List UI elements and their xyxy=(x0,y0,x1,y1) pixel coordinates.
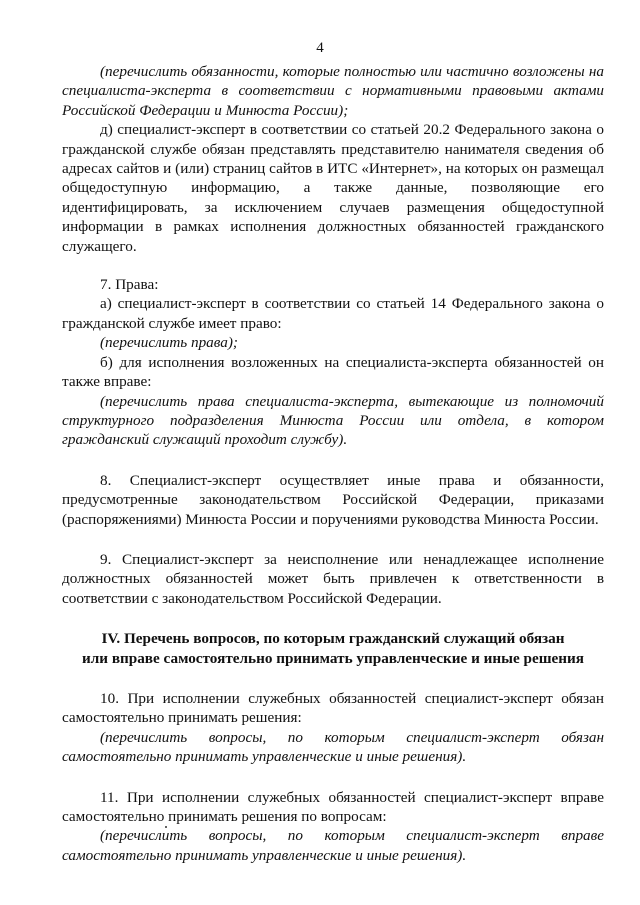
paragraph-a-rights: а) специалист-эксперт в соответствии со статьей 14 Федерального закона о гражданской службе имеет право: xyxy=(62,295,604,332)
rights-heading: 7. Права: xyxy=(100,276,159,294)
paragraph-10-decisions: 10. При исполнении служебных обязанностей специалист-эксперт обязан самостоятельно принимать решения: xyxy=(62,689,604,727)
rights-placeholder: (перечислить права); xyxy=(100,334,238,352)
section-title-line-2: или вправе самостоятельно принимать управленческие и иные решения xyxy=(82,649,584,667)
paragraph-d-website-info: д) специалист-эксперт в соответствии со статьей 20.2 Федерального закона о гражданской службе обязан представлять представителю нанимателя сведения об адресах сайтов и (или) страниц сайтов в ИТС «Интернет», на которых он размещал общедоступную информацию, а также данные, позволяющие его идентифицировать, за исключением случаев размещения общедоступной информации в рамках исполнения должностных обязанностей гражданского служащего. xyxy=(62,121,604,255)
paragraph-b-rights: б) для исполнения возложенных на специалиста-эксперта обязанностей он также вправе: xyxy=(62,353,604,391)
page-number: 4 xyxy=(316,40,324,56)
paragraph-8-other-rights: 8. Специалист-эксперт осуществляет иные права и обязанности, предусмотренные законодательством Российской Федерации, приказами (распоряжениями) Минюста России и поручениями руководства Минюста России. xyxy=(62,471,604,528)
paragraph-11-decisions: 11. При исполнении служебных обязанностей специалист-эксперт вправе самостоятельно принимать решения по вопросам: xyxy=(62,788,604,825)
document-body xyxy=(62,62,604,865)
specialist-rights-placeholder: (перечислить права специалиста-эксперта, вытекающие из полномочий структурного подразделения Минюста России или отдела, в котором гражданский служащий проходит службу). xyxy=(62,392,604,449)
duties-placeholder: (перечислить обязанности, которые полностью или частично возложены на специалиста-эксперта в соответствии с нормативными правовыми актами Российской Федерации и Минюста России); xyxy=(62,63,604,119)
section-title-iv xyxy=(62,629,604,668)
section-title-line-1: IV. Перечень вопросов, по которым гражданский служащий обязан xyxy=(101,630,565,648)
paragraph-9-responsibility: 9. Специалист-эксперт за неисполнение или ненадлежащее исполнение должностных обязанностей может быть привлечен к ответственности в соответствии с законодательством Российской Федерации. xyxy=(62,550,604,607)
optional-questions-placeholder: (перечислить вопросы, по которым специалист-эксперт вправе самостоятельно принимать управленческие и иные решения). xyxy=(62,827,604,864)
obligatory-questions-placeholder: (перечислить вопросы, по которым специалист-эксперт обязан самостоятельно принимать управленческие и иные решения). xyxy=(62,728,604,766)
